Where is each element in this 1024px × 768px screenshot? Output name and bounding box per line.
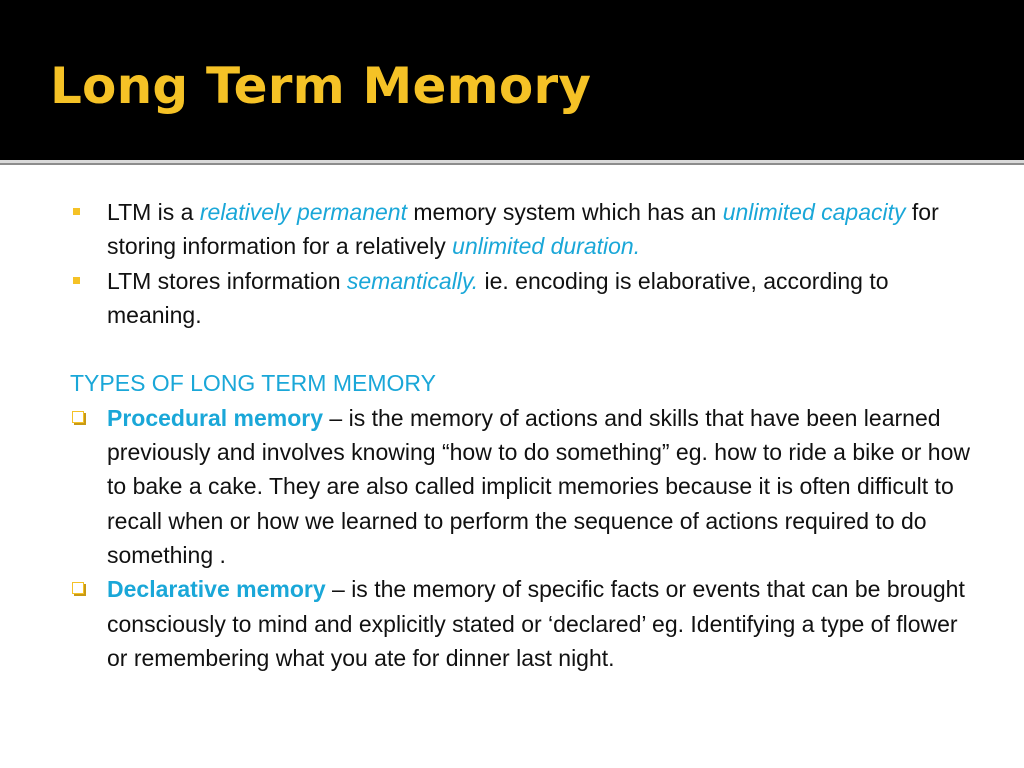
content-area <box>0 165 1024 768</box>
emphasis-text: relatively permanent <box>199 199 407 225</box>
type-description: – is the memory of specific facts or events that can be brought consciously to mind and explicitly stated or ‘declared’ eg. Identifying a type of flower or remembering what you ate for dinner last night. <box>107 576 965 671</box>
slide-title: Long Term Memory <box>50 57 592 115</box>
type-term: Procedural memory <box>107 404 324 431</box>
checkbox-bullet-icon <box>72 582 84 594</box>
bullet-text: LTM stores information <box>107 267 347 294</box>
emphasis-text: semantically. <box>346 267 479 294</box>
bullet-text: for storing information for a relatively <box>107 199 939 260</box>
emphasis-text: unlimited duration. <box>452 233 641 260</box>
type-description: – is the memory of actions and skills that have been learned previously and involves knowing “how to do something” eg. how to ride a bike or how to bake a cake. They are also called implicit memories because it is often difficult to recall when or how we learned to perform the sequence of actions required to do something . <box>107 404 970 568</box>
square-bullet-icon <box>73 277 80 284</box>
bullet-item-ltm-definition <box>70 195 975 264</box>
type-item-declarative <box>70 572 975 675</box>
checkbox-bullet-icon <box>72 411 84 423</box>
emphasis-text: unlimited capacity <box>722 199 906 225</box>
bullet-text: memory system which has an <box>406 199 723 225</box>
bullet-item-ltm-encoding <box>70 264 975 333</box>
square-bullet-icon <box>73 208 80 215</box>
types-heading: TYPES OF LONG TERM MEMORY <box>70 370 436 397</box>
spacer <box>70 332 975 366</box>
bullet-text: ie. encoding is elaborative, according to meaning. <box>107 267 889 328</box>
bullet-text: LTM is a <box>107 199 200 225</box>
type-item-procedural <box>70 401 975 572</box>
type-term: Declarative memory <box>107 576 326 603</box>
title-band <box>0 0 1024 160</box>
body-text <box>70 195 975 675</box>
